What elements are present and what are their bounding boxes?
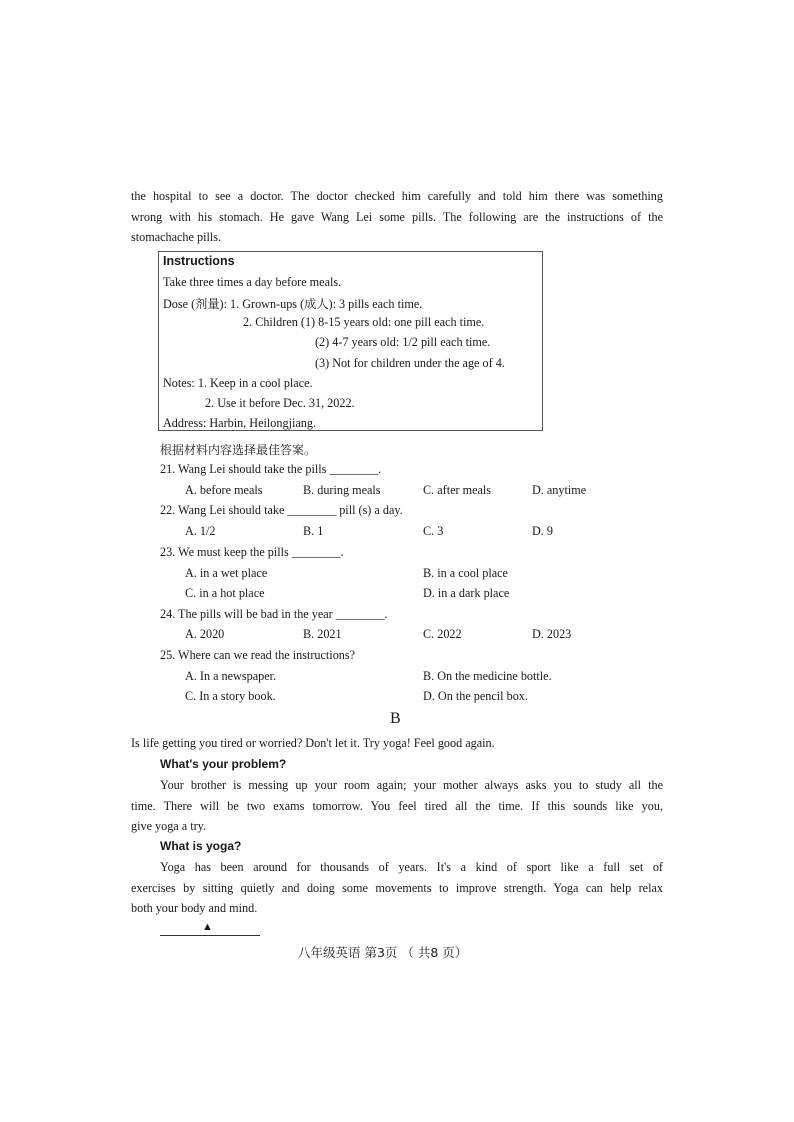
paragraph-line: exercises by sitting quietly and doing some movements to improve strength. Yoga can help relax — [131, 880, 663, 895]
option-c: C. 3 — [423, 524, 444, 538]
section-b-paragraph-1 — [131, 775, 663, 837]
option-c: C. in a hot place — [185, 586, 265, 600]
option-d: D. 2023 — [532, 627, 572, 641]
paragraph-line: Yoga has been around for thousands of years. It's a kind of sport like a full set of — [160, 860, 663, 874]
instructions-children-2: (2) 4-7 years old: 1/2 pill each time. — [315, 335, 491, 349]
paragraph-line: give yoga a try. — [131, 819, 207, 834]
paragraph-line: both your body and mind. — [131, 901, 258, 916]
intro-line: the hospital to see a doctor. The doctor checked him carefully and told him there was something — [131, 189, 663, 203]
option-c: C. after meals — [423, 483, 492, 497]
intro-paragraph — [131, 186, 663, 248]
intro-line: stomachache pills. — [131, 230, 222, 245]
answer-marker-icon: ▲ — [202, 921, 213, 933]
option-d: D. On the pencil box. — [423, 689, 528, 703]
intro-line: wrong with his stomach. He gave Wang Lei some pills. The following are the instructions of the — [131, 209, 663, 224]
section-b-heading-yoga: What is yoga? — [160, 839, 242, 853]
option-d: D. in a dark place — [423, 586, 510, 600]
option-a: A. before meals — [185, 483, 263, 497]
option-c: C. 2022 — [423, 627, 462, 641]
option-a: A. 1/2 — [185, 524, 216, 538]
instructions-address: Address: Harbin, Heilongjiang. — [163, 416, 316, 430]
section-b-title: B — [390, 710, 401, 727]
instructions-children: 2. Children (1) 8-15 years old: one pill each time. — [243, 315, 485, 329]
question-stem: 21. Wang Lei should take the pills ________. — [160, 462, 382, 476]
option-b: B. 2021 — [303, 627, 342, 641]
section-b-heading-problem: What's your problem? — [160, 757, 287, 771]
question-stem: 22. Wang Lei should take ________ pill (s) a day. — [160, 503, 403, 517]
question-prompt: 根据材料内容选择最佳答案。 — [160, 443, 317, 457]
instructions-box — [158, 251, 543, 431]
option-c: C. In a story book. — [185, 689, 276, 703]
instructions-take: Take three times a day before meals. — [163, 275, 342, 289]
option-b: B. 1 — [303, 524, 324, 538]
section-b-paragraph-2 — [131, 857, 663, 919]
question-stem: 24. The pills will be bad in the year ________. — [160, 607, 388, 621]
option-d: D. 9 — [532, 524, 553, 538]
option-a: A. In a newspaper. — [185, 669, 277, 683]
option-a: A. 2020 — [185, 627, 225, 641]
option-b: B. during meals — [303, 483, 381, 497]
option-b: B. On the medicine bottle. — [423, 669, 552, 683]
paragraph-line: time. There will be two exams tomorrow. You feel tired all the time. If this sounds like you, — [131, 798, 663, 813]
option-d: D. anytime — [532, 483, 587, 497]
instructions-notes-1: Notes: 1. Keep in a cool place. — [163, 376, 313, 390]
option-b: B. in a cool place — [423, 566, 508, 580]
paragraph-line: Your brother is messing up your room again; your mother always asks you to study all the — [160, 778, 663, 792]
question-stem: 25. Where can we read the instructions? — [160, 648, 356, 662]
question-stem: 23. We must keep the pills ________. — [160, 545, 344, 559]
instructions-dose: Dose (剂量): 1. Grown-ups (成人): 3 pills each time. — [163, 297, 423, 311]
answer-line — [160, 935, 260, 936]
instructions-children-3: (3) Not for children under the age of 4. — [315, 356, 505, 370]
section-b-lead: Is life getting you tired or worried? Don't let it. Try yoga! Feel good again. — [131, 736, 495, 750]
instructions-notes-2: 2. Use it before Dec. 31, 2022. — [205, 396, 355, 410]
option-a: A. in a wet place — [185, 566, 268, 580]
instructions-title: Instructions — [163, 254, 235, 268]
page-footer: 八年级英语 第3页 （ 共8 页） — [298, 945, 468, 960]
